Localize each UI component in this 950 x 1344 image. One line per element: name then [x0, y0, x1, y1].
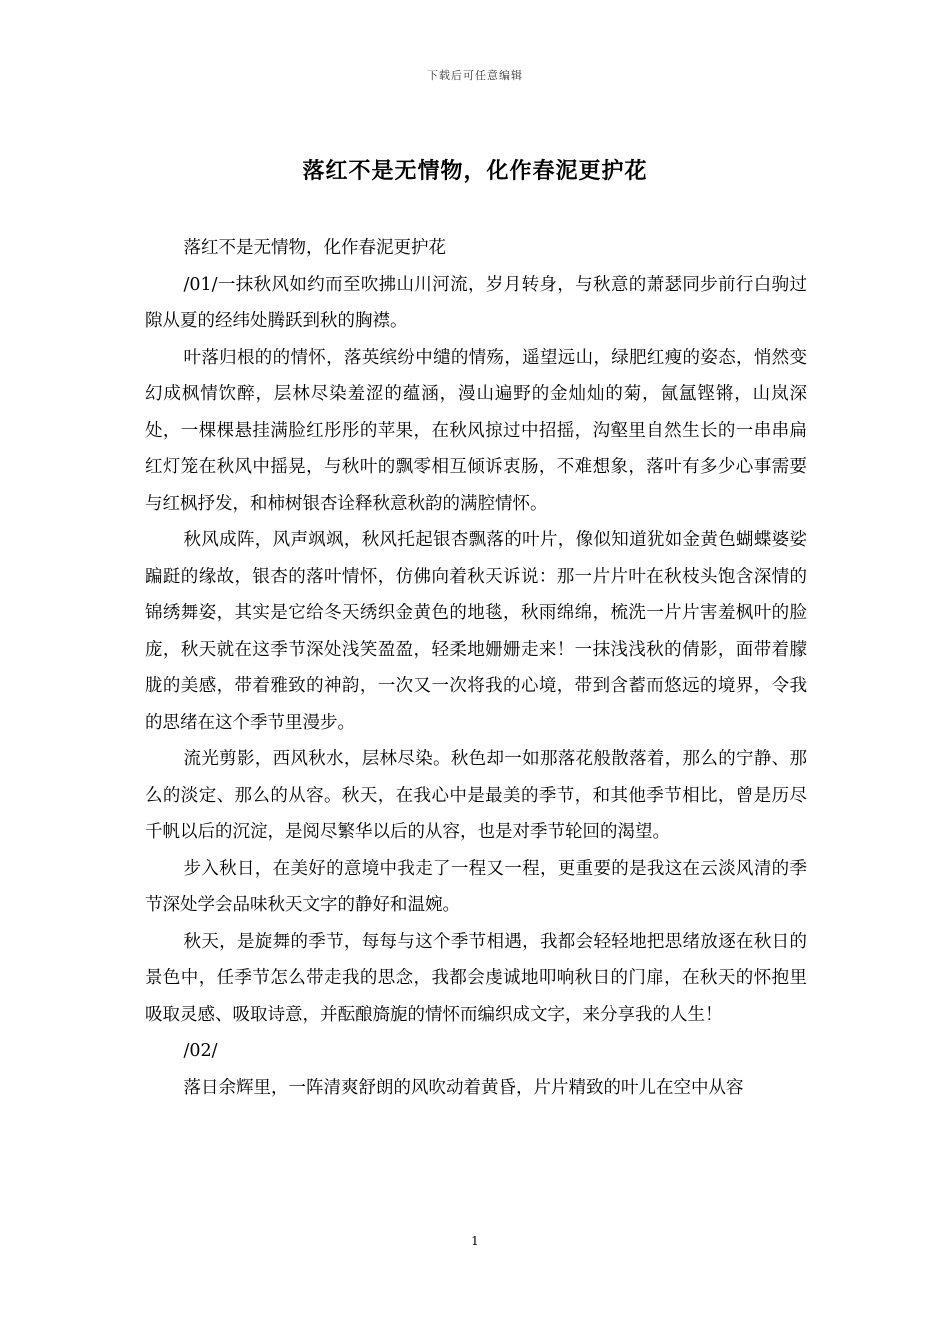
body-paragraph: 落日余辉里，一阵清爽舒朗的风吹动着黄昏，片片精致的叶儿在空中从容: [183, 1077, 744, 1098]
body-paragraph: 流光剪影，西风秋水，层林尽染。秋色却一如那落花般散落着，那么的宁静、那么的淡定、那么的从容。秋天，在我心中是最美的季节，和其他季节相比，曾是历尽千帆以后的沉淀，是阅尽繁华以后的从容，也是对季节轮回的渴望。: [145, 749, 807, 842]
body-paragraph: 秋天，是旋舞的季节，每每与这个季节相遇，我都会轻轻地把思绪放逐在秋日的景色中，任季节怎么带走我的思念，我都会虔诚地叩响秋日的门扉，在秋天的怀抱里吸取灵感、吸取诗意，并酝酿旖旎的情怀而编织成文字，来分享我的人生！: [145, 931, 807, 1025]
body-paragraph: 落红不是无情物，化作春泥更护花: [183, 238, 446, 258]
document-title: 落红不是无情物，化作春泥更护花: [302, 158, 648, 184]
body-paragraph: 步入秋日，在美好的意境中我走了一程又一程，更重要的是我这在云淡风清的季节深处学会品味秋天文字的静好和温婉。: [145, 858, 807, 915]
section-marker: /02/: [183, 1041, 218, 1061]
body-paragraph: 叶落归根的的情怀，落英缤纷中缱的情殇，遥望远山，绿肥红瘦的姿态，悄然变幻成枫情饮醉，层林尽染羞涩的蕴涵，漫山遍野的金灿灿的菊，氤氲铿锵，山岚深处，一棵棵悬挂满脸红彤彤的苹果，在秋风掠过中招摇，沟壑里自然生长的一串串扁红灯笼在秋风中摇晃，与秋叶的飘零相互倾诉衷肠，不难想象，落叶有多少心事需要与红枫抒发，和柿树银杏诠释秋意秋韵的满腔情怀。: [145, 347, 807, 514]
page-number: 1: [471, 1234, 479, 1248]
body-paragraph: 秋风成阵，风声飒飒，秋风托起银杏飘落的叶片，像似知道犹如金黄色蝴蝶婆娑蹁跹的缘故，银杏的落叶情怀，仿佛向着秋天诉说：那一片片叶在秋枝头饱含深情的锦绣舞姿，其实是它给冬天绣织金黄色的地毯，秋雨绵绵，梳洗一片片害羞枫叶的脸庞，秋天就在这季节深处浅笑盈盈，轻柔地姗姗走来！一抹浅浅秋的倩影，面带着朦胧的美感，带着雅致的神韵，一次又一次将我的心境，带到含蓄而悠远的境界，令我的思绪在这个季节里漫步。: [145, 530, 807, 733]
body-paragraph: /01/一抹秋风如约而至吹拂山川河流，岁月转身，与秋意的萧瑟同步前行白驹过隙从夏的经纬处腾跃到秋的胸襟。: [145, 274, 807, 331]
header-note: 下载后可任意编辑: [427, 69, 523, 82]
document-body: [145, 230, 807, 1106]
